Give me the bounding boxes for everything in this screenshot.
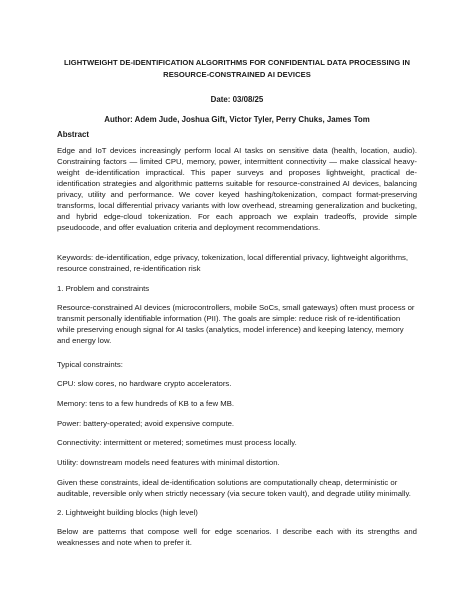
paper-date: Date: 03/08/25	[210, 95, 264, 104]
section-1-heading: 1. Problem and constraints	[57, 284, 150, 293]
constraint-memory: Memory: tens to a few hundreds of KB to a few MB.	[57, 399, 235, 408]
constraint-utility: Utility: downstream models need features with minimal distortion.	[57, 458, 280, 467]
abstract-paragraph: Edge and IoT devices increasingly perform local AI tasks on sensitive data (health, location, audio). Constraining factors — limited CPU, memory, power, intermittent connectivity — make classical heavy-weight de-identification impractical. This paper surveys and proposes lightweight, practical de-identification strategies and algorithmic patterns suitable for resource-constrained AI devices, balancing privacy, utility and performance. We cover keyed hashing/tokenization, compact format-preserving transforms, local differential privacy variants with low overhead, streaming generalization and bucketing, and hybrid edge-cloud tokenization. For each approach we explain tradeoffs, provide simple pseudocode, and offer evaluation criteria and deployment recommendations.	[57, 146, 417, 232]
abstract-heading: Abstract	[57, 130, 90, 139]
typical-constraints-label: Typical constraints:	[57, 360, 123, 369]
section-1-paragraph: Resource-constrained AI devices (microcontrollers, mobile SoCs, small gateways) often must process or transmit personally identifiable information (PII). The goals are simple: reduce risk of re-identification while preserving enough signal for AI tasks (analytics, model inference) and keeping latency, memory and energy low.	[57, 303, 415, 345]
keywords-paragraph: Keywords: de-identification, edge privacy, tokenization, local differential privacy, lightweight algorithms, resource constrained, re-identification risk	[57, 253, 409, 273]
section-2-paragraph: Below are patterns that compose well for edge scenarios. I describe each with its strengths and weaknesses and note when to prefer it.	[57, 527, 417, 547]
paper-title: LIGHTWEIGHT DE-IDENTIFICATION ALGORITHMS FOR CONFIDENTIAL DATA PROCESSING IN RESOURCE-CONSTRAINED AI DEVICES	[63, 58, 411, 79]
constraint-cpu: CPU: slow cores, no hardware crypto accelerators.	[57, 379, 232, 388]
constraints-summary-paragraph: Given these constraints, ideal de-identification solutions are computationally cheap, deterministic or auditable, reversible only when strictly necessary (via secure token vault), and degrade utility minimally.	[57, 478, 411, 498]
constraint-power: Power: battery-operated; avoid expensive compute.	[57, 419, 235, 428]
paper-authors: Author: Adem Jude, Joshua Gift, Victor Tyler, Perry Chuks, James Tom	[104, 115, 370, 124]
section-2-heading: 2. Lightweight building blocks (high level)	[57, 508, 198, 517]
constraint-connectivity: Connectivity: intermittent or metered; sometimes must process locally.	[57, 438, 297, 447]
